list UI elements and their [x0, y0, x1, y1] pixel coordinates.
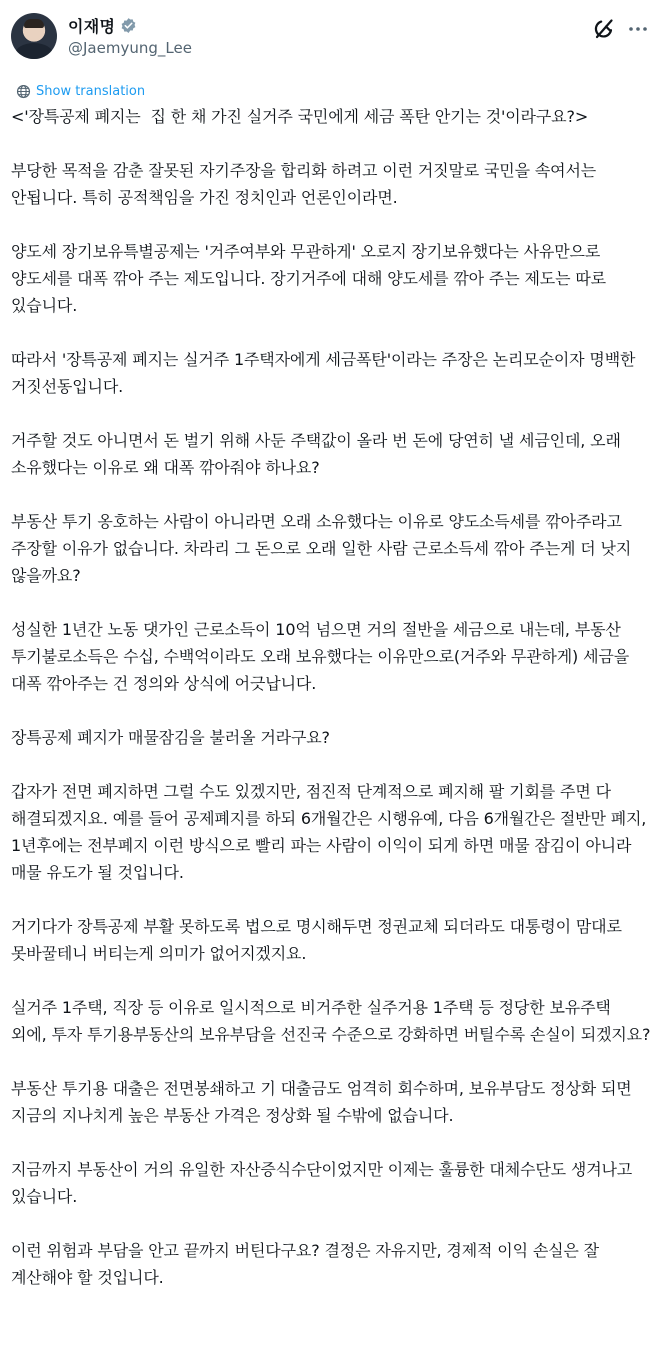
tweet-paragraph: 갑자가 전면 폐지하면 그럴 수도 있겠지만, 점진적 단계적으로 폐지해 팔 기회를 주면 다 해결되겠지요. 예를 들어 공제폐지를 하되 6개월간은 시행유예, 다음 6개월간은 절반만 폐지, 1년후에는 전부폐지 이런 방식으로 빨리 파는 사람이 이익이 되게 하면 매물 잠김이 아니라 매물 유도가 될 것입니다.	[11, 782, 652, 882]
tweet-paragraph: 지금까지 부동산이 거의 유일한 자산증식수단이었지만 이제는 훌륭한 대체수단도 생겨나고 있습니다.	[11, 1160, 638, 1206]
tweet-paragraph: 부당한 목적을 감춘 잘못된 자기주장을 합리화 하려고 이런 거짓말로 국민을 속여서는 안됩니다. 특히 공적책임을 가진 정치인과 언론인이라면.	[11, 161, 602, 207]
tweet-paragraph: 성실한 1년간 노동 댓가인 근로소득이 10억 넘으면 거의 절반을 세금으로 내는데, 부동산 투기불로소득은 수십, 수백억이라도 오래 보유했다는 이유만으로(거주와 무관하게) 세금을 대폭 깎아주는 건 정의와 상식에 어긋납니다.	[11, 620, 634, 693]
tweet-paragraph: 양도세 장기보유특별공제는 '거주여부와 무관하게' 오로지 장기보유했다는 사유만으로 양도세를 대폭 깎아 주는 제도입니다. 장기거주에 대해 양도세를 깎아 주는 제도는 따로 있습니다.	[11, 242, 611, 315]
avatar-hair	[24, 19, 44, 28]
tweet-paragraph: <'장특공제 폐지는 집 한 채 가진 실거주 국민에게 세금 폭탄 안기는 것'이라구요?>	[11, 107, 589, 126]
author-name-row	[68, 14, 137, 36]
tweet-paragraph: 실거주 1주택, 직장 등 이유로 일시적으로 비거주한 실주거용 1주택 등 정당한 보유주택 외에, 투자 투기용부동산의 보유부담을 선진국 수준으로 강화하면 버틸수록 손실이 되겠지요?	[11, 998, 651, 1044]
tweet-paragraph: 거기다가 장특공제 부활 못하도록 법으로 명시해두면 정권교체 되더라도 대통령이 맘대로 못바꿀테니 버티는게 의미가 없어지겠지요.	[11, 917, 627, 963]
tweet-header	[0, 0, 658, 76]
avatar-shoulders	[15, 43, 53, 59]
avatar[interactable]	[11, 13, 57, 59]
tweet-text	[11, 103, 651, 1291]
globe-translate-icon	[16, 84, 31, 99]
show-translation-label[interactable]: Show translation	[36, 83, 146, 99]
show-translation-link[interactable]	[16, 81, 145, 101]
author-display-name[interactable]: 이재명	[68, 16, 116, 36]
tweet-paragraph: 거주할 것도 아니면서 돈 벌기 위해 사둔 주택값이 올라 번 돈에 당연히 낼 세금인데, 오래 소유했다는 이유로 왜 대폭 깎아줘야 하나요?	[11, 431, 626, 477]
author-handle[interactable]: @Jaemyung_Lee	[68, 39, 192, 57]
verified-badge-icon	[120, 17, 137, 34]
tweet-paragraph: 이런 위험과 부담을 안고 끝까지 버틴다구요? 결정은 자유지만, 경제적 이익 손실은 잘 계산해야 할 것입니다.	[11, 1241, 604, 1287]
more-options-icon[interactable]	[626, 17, 650, 41]
tweet-paragraph: 장특공제 폐지가 매물잠김을 불러올 거라구요?	[11, 728, 330, 747]
tweet-paragraph: 부동산 투기용 대출은 전면봉쇄하고 기 대출금도 엄격히 회수하며, 보유부담도 정상화 되면 지금의 지나치게 높은 부동산 가격은 정상화 될 수밖에 없습니다.	[11, 1079, 637, 1125]
tweet-paragraph: 부동산 투기 옹호하는 사람이 아니라면 오래 소유했다는 이유로 양도소득세를 깎아주라고 주장할 이유가 없습니다. 차라리 그 돈으로 오래 일한 사람 근로소득세 깎아 주는게 더 낫지 않을까요?	[11, 512, 637, 585]
grok-icon[interactable]	[592, 17, 616, 41]
tweet-paragraph: 따라서 '장특공제 폐지는 실거주 1주택자에게 세금폭탄'이라는 주장은 논리모순이자 명백한 거짓선동입니다.	[11, 350, 641, 396]
